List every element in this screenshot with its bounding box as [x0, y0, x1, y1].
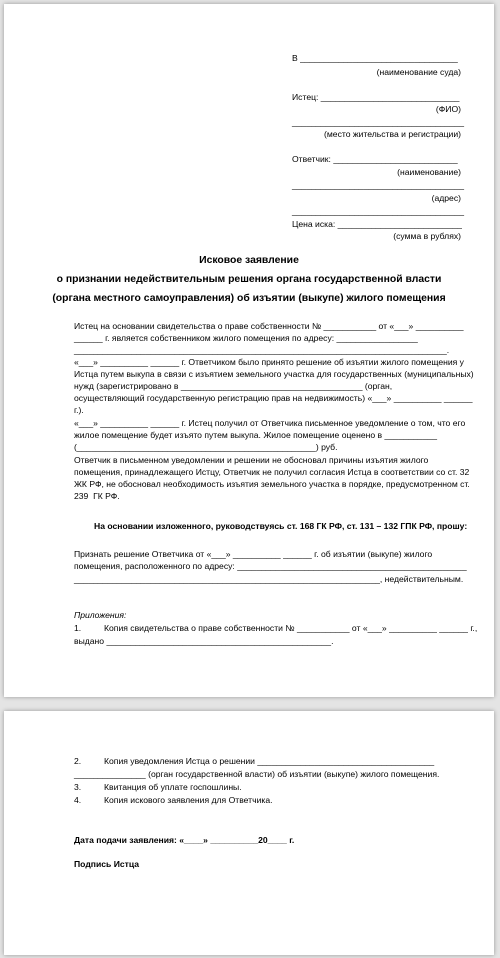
body-line: жилое помещение будет изъято путем выкупа. Жилое помещение оценено в ___________ [74, 430, 438, 440]
grounds-line: На основании изложенного, руководствуясь ст. 168 ГК РФ, ст. 131 – 132 ГПК РФ, прошу: [94, 521, 468, 531]
body-line: 239 ГК РФ. [74, 491, 120, 501]
document-subtitle: (органа местного самоуправления) об изъятии (выкупе) жилого помещения [52, 293, 446, 304]
attachment-number: 3. [74, 782, 82, 792]
body-line: Истец на основании свидетельства о праве собственности № ___________ от «___» __________ [74, 321, 464, 331]
body-line: нужд (зарегистрировано в ______________________________________ (орган, [74, 381, 393, 391]
attachment-item: Копия искового заявления для Ответчика. [104, 795, 273, 805]
body-line: ЖК РФ, не обосновал необходимость изъятия земельного участка в порядке, предусмотренном ст. [74, 479, 470, 489]
defendant-line: Ответчик: __________________________ [292, 154, 458, 164]
body-line: Истца путем выкупа в связи с изъятием земельного участка для государственных (муниципальных) [74, 369, 474, 379]
body-line: помещения, принадлежащего Истцу, Ответчик не получил согласия Истца в соответствии со ст. 32 [74, 467, 470, 477]
attachment-item-cont: _______________ (орган государственной власти) об изъятии (выкупе) жилого помещения. [74, 769, 440, 779]
attachment-item: Копия свидетельства о праве собственности № ___________ от «___» __________ ______ г., [104, 623, 478, 633]
residence-caption: (место жительства и регистрации) [324, 129, 461, 139]
request-line: Признать решение Ответчика от «___» __________ ______ г. об изъятии (выкупе) жилого [74, 549, 433, 559]
address-caption: (адрес) [431, 193, 461, 203]
body-line: «___» __________ ______ г. Истец получил от Ответчика письменное уведомление о том, что его [74, 418, 466, 428]
document-subtitle: о признании недействительным решения органа государственной власти [56, 274, 442, 285]
attachment-number: 4. [74, 795, 82, 805]
document-title: Исковое заявление [199, 255, 299, 266]
body-line: г.). [74, 405, 84, 415]
blank-line: ____________________________________ [292, 206, 465, 216]
attachment-item: Копия уведомления Истца о решении _____________________________________ [104, 756, 435, 766]
sum-caption: (сумма в рублях) [393, 231, 461, 241]
attachment-number: 1. [74, 623, 82, 633]
fio-caption: (ФИО) [435, 104, 461, 114]
attachment-item-cont: выдано _______________________________________________. [74, 636, 334, 646]
filing-date-line: Дата подачи заявления: «____» __________20____ г. [74, 835, 295, 845]
attachments-heading: Приложения: [74, 610, 127, 620]
body-line: ______________________________________________________________________________. [74, 345, 450, 355]
defendant-caption: (наименование) [397, 167, 461, 177]
plaintiff-line: Истец: _____________________________ [292, 92, 460, 102]
body-line: осуществляющий государственную регистрацию прав на недвижимость) «___» __________ ______ [74, 393, 473, 403]
body-line: Ответчик в письменном уведомлении и решении не обосновал причины изъятия жилого [74, 455, 429, 465]
document-page-1 [4, 4, 494, 697]
request-line: ________________________________________________________________, недействительным. [74, 574, 464, 584]
signature-label: Подпись Истца [74, 859, 140, 869]
body-line: «___» __________ ______ г. Ответчиком было принято решение об изъятии жилого помещения у [74, 357, 464, 367]
court-line: В _________________________________ [292, 53, 458, 63]
body-line: (__________________________________________________) руб. [74, 442, 338, 452]
request-line: помещения, расположенного по адресу: ________________________________________________ [74, 561, 467, 571]
claim-price-line: Цена иска: __________________________ [292, 219, 462, 229]
court-caption: (наименование суда) [376, 67, 461, 77]
blank-line: ____________________________________ [292, 117, 465, 127]
attachment-number: 2. [74, 756, 82, 766]
body-line: ______ г. является собственником жилого помещения по адресу: _________________ [74, 333, 418, 343]
blank-line: ____________________________________ [292, 180, 465, 190]
document-page-2 [4, 711, 494, 955]
attachment-item: Квитанция об уплате госпошлины. [104, 782, 242, 792]
